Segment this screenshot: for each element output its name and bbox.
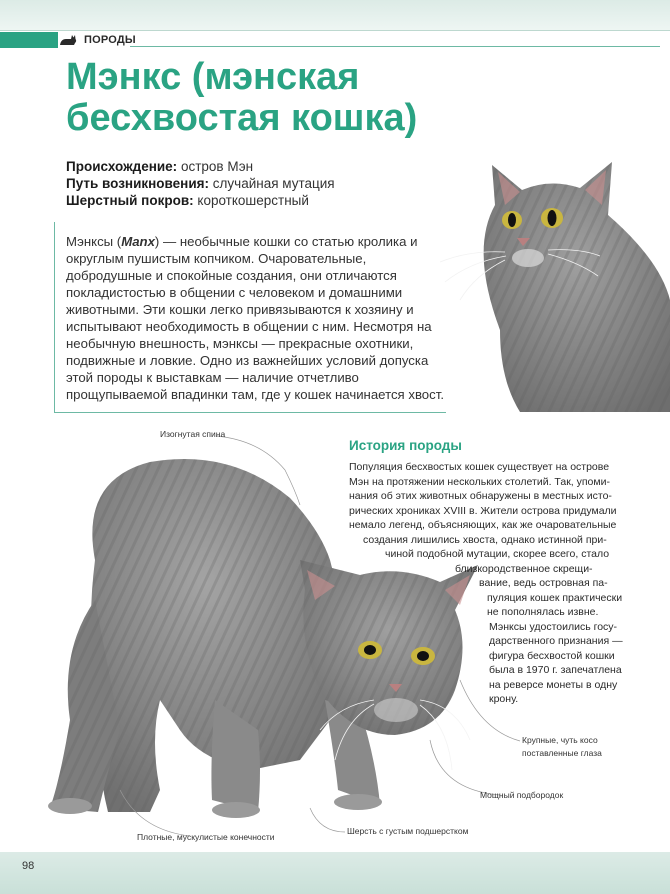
history-line: нания об этих животных обнаружены в местных исто- — [349, 490, 612, 502]
fact-origin-value: остров Мэн — [180, 159, 254, 174]
fact-coat-value: короткошерстный — [197, 193, 309, 208]
fact-coat-key: Шерстный покров: — [66, 193, 194, 208]
page-number: 98 — [22, 860, 35, 872]
page-title: Мэнкс (мэнская бесхвостая кошка) — [66, 56, 418, 139]
history-line: на реверсе монеты в одну — [489, 678, 618, 691]
history-line: была в 1970 г. запечатлена — [489, 664, 622, 676]
history-line: Мэн на протяжении нескольких столетий. Так, упоми- — [349, 475, 610, 488]
fact-formation-value: случайная мутация — [212, 176, 335, 191]
history-line: немало легенд, объясняющих, как же очаровательные — [349, 519, 617, 531]
callout-limbs: Плотные, мускулистые конечности — [137, 832, 275, 842]
history-line: вание, ведь островная па- — [479, 577, 608, 589]
history-title: История породы — [349, 438, 462, 453]
callout-eyes-1: Крупные, чуть косо — [522, 735, 598, 745]
history-line: создания лишились хвоста, однако истинной при- — [363, 533, 607, 546]
history-line: Популяция бесхвостых кошек существует на острове — [349, 461, 610, 473]
callout-chin: Мощный подбородок — [480, 790, 564, 800]
history-line: не пополнялась извне. — [487, 606, 599, 618]
fact-origin-key: Происхождение: — [66, 159, 178, 174]
cat-portrait-top — [440, 162, 670, 412]
intro-latin: Manx — [121, 234, 155, 249]
intro-after: ) — необычные кошки со статью кролика и округлым пушистым копчиком. Очаровательные, добродушные и спокойные создания, они отличаются покладистостью в общении с человеком и домашними животными. Эти кошки легко привязываются к хозяину и испытывают необходимость в общении с ним. Несмотря на необычную внешность, мэнксы — прекрасные охотники, подвижные и ловкие. Одно из важнейших условий допуска этой породы к выставкам — наличие отчетливо прощупываемой впадинки там, где у кошек начинается хвост. — [66, 234, 444, 402]
section-label: ПОРОДЫ — [84, 34, 136, 46]
callout-coat: Шерсть с густым подшерстком — [347, 826, 469, 836]
history-line: рических хрониках XVIII в. Жители острова придумали — [349, 504, 617, 517]
fact-formation-key: Путь возникновения: — [66, 176, 210, 191]
history-line: близкородственное скрещи- — [455, 562, 593, 575]
history-line: крону. — [489, 693, 519, 705]
intro-before: Мэнксы ( — [66, 234, 122, 249]
history-line: чиной подобной мутации, скорее всего, стало — [385, 548, 610, 560]
callout-eyes-2: поставленные глаза — [522, 748, 602, 758]
history-line: дарственного признания — — [489, 635, 623, 647]
bottom-band — [0, 852, 670, 894]
history-text — [349, 460, 639, 707]
callout-back: Изогнутая спина — [160, 429, 226, 439]
history-line: пуляция кошек практически — [487, 591, 623, 604]
history-line: Мэнксы удостоились госу- — [489, 620, 618, 633]
history-line: фигура бесхвостой кошки — [489, 649, 615, 662]
